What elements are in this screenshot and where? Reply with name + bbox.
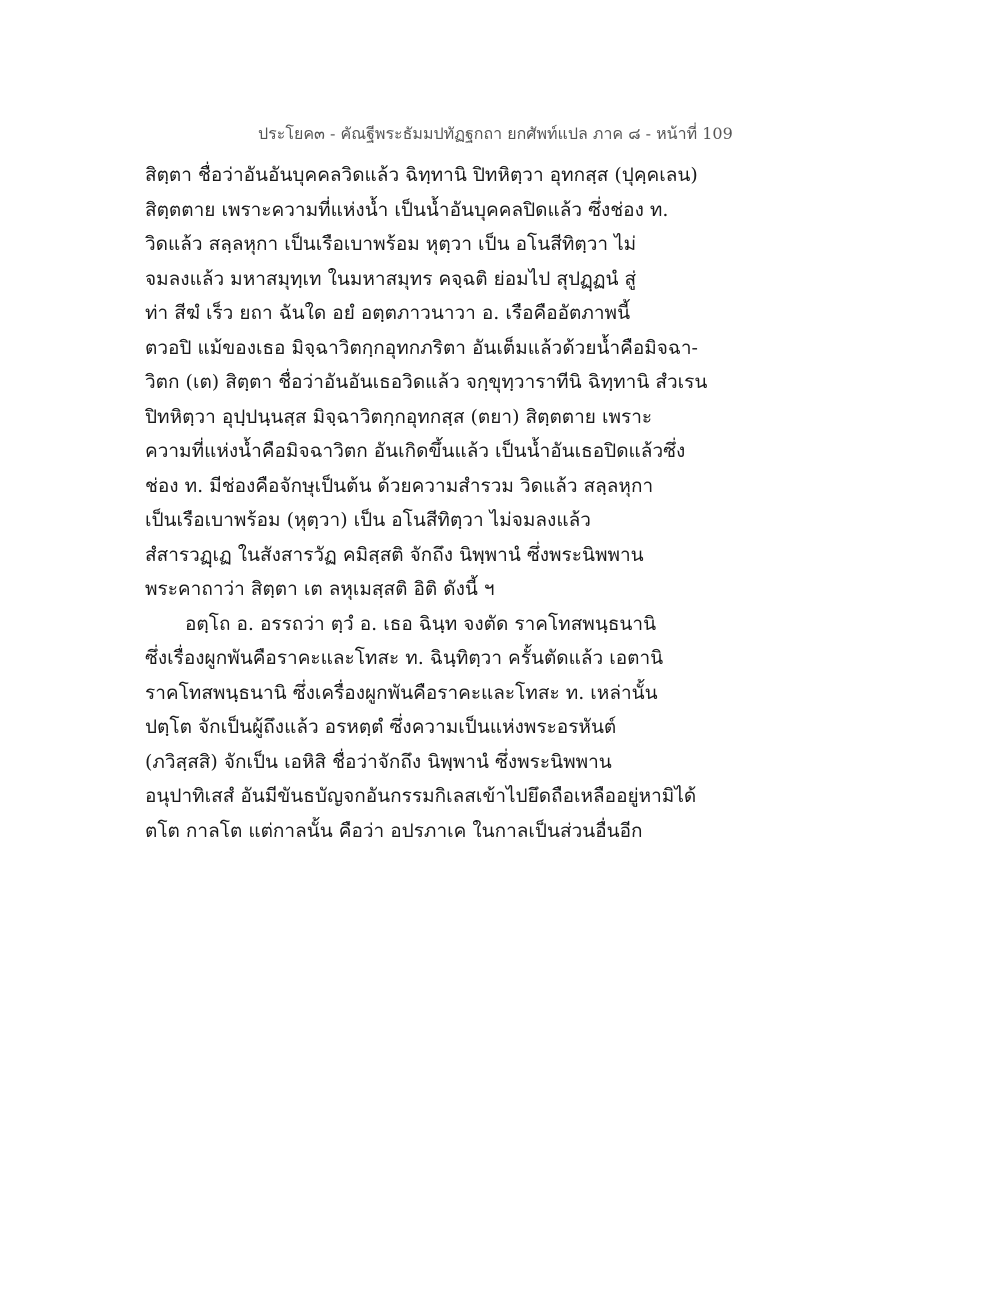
text-line: เป็นเรือเบาพร้อม (หุตฺวา) เป็น อโนสีทิตฺวา ไม่จมลงแล้ว: [145, 509, 591, 531]
text-line: อนุปาทิเสสํ อันมีขันธบัญจกอันกรรมกิเลสเข้าไปยึดถือเหลืออยู่หามิได้: [145, 785, 697, 807]
text-line: ราคโทสพนฺธนานิ ซึ่งเครื่องผูกพันคือราคะและโทสะ ท. เหล่านั้น: [145, 681, 658, 704]
text-line: วิดแล้ว สลฺลหุกา เป็นเรือเบาพร้อม หุตฺวา เป็น อโนสีทิตฺวา ไม่: [145, 233, 637, 255]
paragraph-first-line: อตฺโถ อ. อรรถว่า ตฺวํ อ. เธอ ฉินฺท จงตัด ราคโทสพนฺธนานิ: [185, 612, 657, 635]
text-line: สํสารวฏฺเฏ ในสังสารวัฏ คมิสฺสติ จักถึง นิพฺพานํ ซึ่งพระนิพพาน: [145, 543, 644, 566]
text-line: สิตฺตตาย เพราะความที่แห่งน้ำ เป็นน้ำอันบุคคลปิดแล้ว ซึ่งช่อง ท.: [145, 198, 669, 221]
text-line: ซึ่งเรื่องผูกพันคือราคะและโทสะ ท. ฉินฺทิตฺวา ครั้นตัดแล้ว เอตานิ: [145, 647, 664, 669]
text-line: ปตฺโต จักเป็นผู้ถึงแล้ว อรหตฺตํ ซึ่งความเป็นแห่งพระอรหันต์: [145, 716, 617, 738]
text-line: สิตฺตา ชื่อว่าอันอันบุคคลวิดแล้ว ฉิทฺทานิ ปิทหิตฺวา อุทกสฺส (ปุคฺคเลน): [145, 164, 698, 186]
text-line: ตวอปิ แม้ของเธอ มิจฺฉาวิตกฺกอุทกภริตา อันเต็มแล้วด้วยน้ำคือมิจฉา-: [145, 336, 698, 359]
text-line: พระคาถาว่า สิตฺตา เต ลหุเมสฺสติ อิติ ดังนี้ ฯ: [145, 578, 495, 600]
text-line: ตโต กาลโต แต่กาลนั้น คือว่า อปรภาเค ในกาลเป็นส่วนอื่นอีก: [145, 819, 643, 842]
text-line: ปิทหิตฺวา อุปฺปนฺนสฺส มิจฺฉาวิตกฺกอุทกสฺส (ตยา) สิตฺตตาย เพราะ: [145, 405, 653, 428]
text-line: วิตก (เต) สิตฺตา ชื่อว่าอันอันเธอวิดแล้ว จกฺขุทฺวาราทีนิ ฉิทฺทานิ สํวเรน: [145, 371, 708, 393]
text-line: ช่อง ท. มีช่องคือจักษุเป็นต้น ด้วยความสำรวม วิดแล้ว สลฺลหุกา: [145, 474, 654, 497]
text-line: ความที่แห่งน้ำคือมิจฉาวิตก อันเกิดขึ้นแล้ว เป็นน้ำอันเธอปิดแล้วซึ่ง: [145, 440, 686, 462]
text-line: ท่า สีฆํ เร็ว ยถา ฉันใด อยํ อตฺตภาวนาวา อ. เรือคืออัตภาพนี้: [145, 302, 631, 324]
text-line: (ภวิสฺสสิ) จักเป็น เอหิสิ ชื่อว่าจักถึง นิพฺพานํ ซึ่งพระนิพพาน: [145, 750, 612, 773]
running-header: ประโยค๓ - คัณฐีพระธัมมปทัฏฐกถา ยกศัพท์แปล ภาค ๘ - หน้าที่ 109: [258, 124, 733, 143]
body-text: [145, 158, 735, 848]
text-line: จมลงแล้ว มหาสมุทฺเท ในมหาสมุทร คจฺฉติ ย่อมไป สุปฏฺฏนํ สู่: [145, 267, 637, 290]
